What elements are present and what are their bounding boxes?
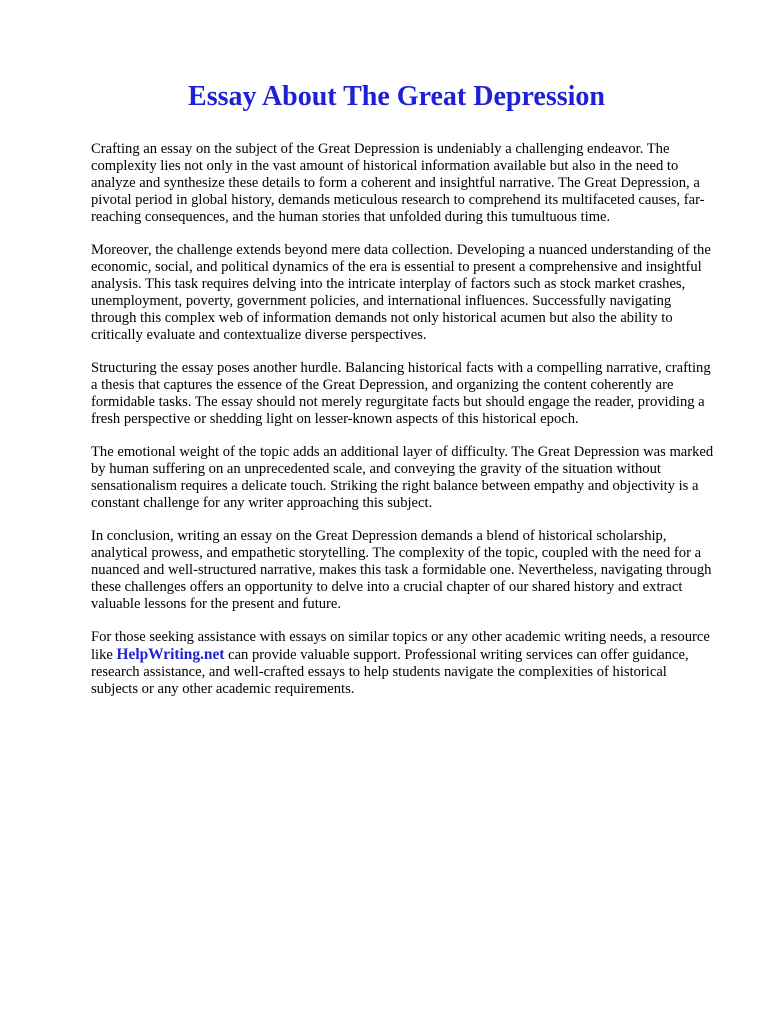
closing-text-after-link: can provide valuable support. Professional writing services can offer guidance, research assistance, and well-crafted essays to help students navigate the complexities of historical subjects or any other academic requirements. [91,646,689,698]
paragraph-structure: Structuring the essay poses another hurdle. Balancing historical facts with a compelling narrative, crafting a thesis that captures the essence of the Great Depression, and organizing the content coherently are formidable tasks. The essay should not merely regurgitate facts but should engage the reader, providing a fresh perspective or shedding light on lesser-known aspects of this historical epoch. [91,360,711,428]
document-title: Essay About The Great Depression [188,81,605,112]
helpwriting-link[interactable]: HelpWriting.net [116,645,225,663]
paragraph-intro: Crafting an essay on the subject of the Great Depression is undeniably a challenging endeavor. The complexity lies not only in the vast amount of historical information available but also in the need to analyze and synthesize these details to form a coherent and insightful narrative. The Great Depression, a pivotal period in global history, demands meticulous research to comprehend its multifaceted causes, far-reaching consequences, and the human stories that unfolded during this tumultuous time. [91,141,705,226]
closing-text-before-link: For those seeking assistance with essays on similar topics or any other academic writing needs, a resource like [91,628,710,663]
paragraph-emotional-weight: The emotional weight of the topic adds an additional layer of difficulty. The Great Depression was marked by human suffering on an unprecedented scale, and conveying the gravity of the situation without sensationalism requires a delicate touch. Striking the right balance between empathy and objectivity is a constant challenge for any writer approaching this subject. [91,443,714,512]
paragraph-challenge: Moreover, the challenge extends beyond mere data collection. Developing a nuanced understanding of the economic, social, and political dynamics of the era is essential to present a comprehensive and insightful analysis. This task requires delving into the intricate interplay of factors such as stock market crashes, unemployment, poverty, government policies, and international influences. Successfully navigating through this complex web of information demands not only historical acumen but also the ability to critically evaluate and contextualize diverse perspectives. [91,241,711,344]
paragraph-conclusion: In conclusion, writing an essay on the Great Depression demands a blend of historical scholarship, analytical prowess, and empathetic storytelling. The complexity of the topic, coupled with the need for a nuanced and well-structured narrative, makes this task a formidable one. Nevertheless, navigating through these challenges offers an opportunity to delve into a crucial chapter of our shared history and extract valuable lessons for the present and future. [91,527,712,613]
paragraph-closing [91,629,716,698]
